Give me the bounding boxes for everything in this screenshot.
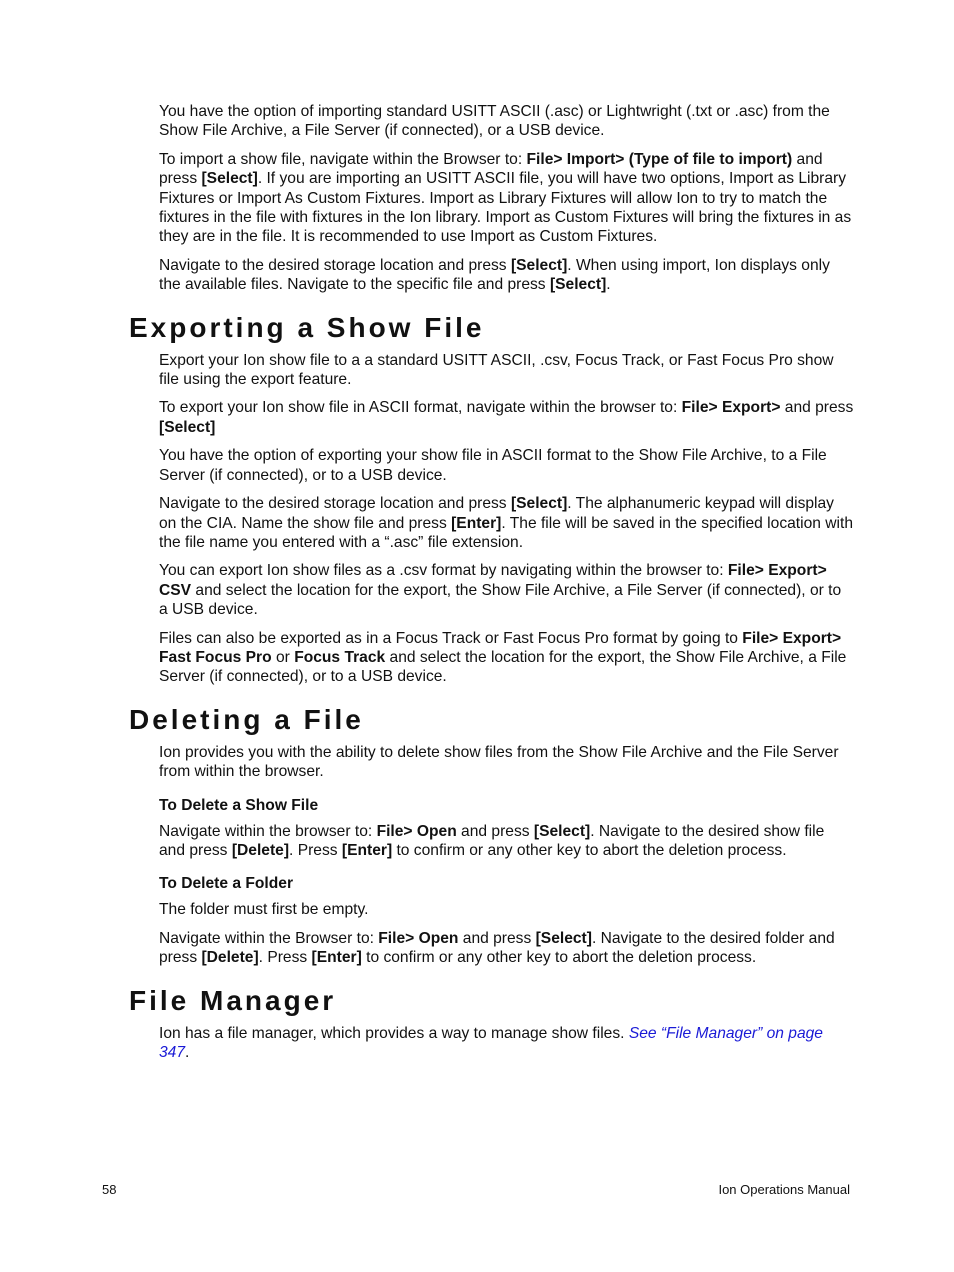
delete-paragraph-3: The folder must first be empty. bbox=[159, 901, 369, 919]
key-label: [Select] bbox=[533, 822, 591, 840]
text: . Press bbox=[289, 841, 342, 859]
text: . When using import, Ion displays only the available files. Navigate to the specific file and press bbox=[159, 256, 830, 294]
text: . If you are importing an USITT ASCII file, you will have two options, Import as Library Fixtures or Import As Custom Fixtures. Import as Library Fixtures will allow Ion to try to match the fixtures in the file with fixtures in the Ion library. Import as Custom Fixtures will bring the fixtures in as they are in the file. It is recommended to use Import as Custom Fixtures. bbox=[159, 170, 852, 246]
key-label: [Delete] bbox=[231, 841, 290, 859]
heading-deleting: Deleting a File bbox=[129, 703, 364, 735]
text: Navigate to the desired storage location and press bbox=[159, 256, 511, 274]
text: . The alphanumeric keypad will display on the CIA. Name the show file and press bbox=[159, 495, 834, 532]
key-label: [Select] bbox=[510, 256, 568, 274]
text: and select the location for the export, the Show File Archive, a File Server (if connected), or to a USB device. bbox=[159, 648, 847, 686]
heading-exporting: Exporting a Show File bbox=[129, 311, 485, 343]
text: Navigate within the Browser to: bbox=[159, 929, 379, 947]
menu-path: Focus Track bbox=[294, 648, 386, 666]
text: Navigate to the desired storage location and press bbox=[159, 495, 511, 513]
menu-path: File> Export> CSV bbox=[159, 562, 827, 599]
page-content bbox=[129, 102, 854, 1071]
text: . Navigate to the desired folder and press bbox=[159, 929, 835, 967]
delete-paragraph-1: Ion provides you with the ability to delete show files from the Show File Archive and the File Server from within the browser. bbox=[159, 743, 839, 781]
export-paragraph-3: You have the option of exporting your show file in ASCII format to the Show File Archive, to a File Server (if connected), or to a USB device. bbox=[159, 447, 827, 484]
text: You can export Ion show files as a .csv format by navigating within the browser to: bbox=[159, 562, 728, 580]
text: . bbox=[606, 276, 611, 294]
manager-paragraph-1 bbox=[159, 1024, 854, 1063]
text: and press bbox=[456, 822, 534, 840]
intro-paragraph-3 bbox=[159, 256, 854, 295]
text: and press bbox=[458, 929, 536, 947]
text: and press bbox=[780, 399, 854, 417]
export-paragraph-1: Export your Ion show file to a a standard USITT ASCII, .csv, Focus Track, or Fast Focus Pro show file using the export feature. bbox=[159, 351, 834, 389]
text: and select the location for the export, the Show File Archive, a File Server (if connected), or to a USB device. bbox=[159, 581, 842, 619]
delete-paragraph-2 bbox=[159, 822, 854, 861]
export-paragraph-2 bbox=[159, 398, 854, 437]
key-label: [Enter] bbox=[451, 514, 502, 532]
key-label: [Select] bbox=[159, 418, 216, 436]
key-label: [Select] bbox=[549, 276, 607, 294]
subheading-delete-folder: To Delete a Folder bbox=[159, 875, 294, 893]
text: . Navigate to the desired show file and press bbox=[159, 822, 825, 859]
text: . bbox=[185, 1044, 190, 1061]
key-label: [Select] bbox=[201, 170, 258, 188]
manual-title: Ion Operations Manual bbox=[718, 1182, 850, 1197]
key-label: [Enter] bbox=[311, 949, 362, 967]
export-paragraph-5 bbox=[159, 561, 854, 619]
text: To import a show file, navigate within the Browser to: bbox=[159, 150, 527, 168]
menu-path: File> Export> bbox=[681, 399, 781, 417]
text: and press bbox=[159, 150, 823, 188]
text: or bbox=[271, 648, 295, 666]
cross-reference-link[interactable]: See “File Manager” on page 347 bbox=[159, 1024, 823, 1061]
text: . Press bbox=[258, 949, 312, 967]
subheading-delete-show-file: To Delete a Show File bbox=[159, 796, 319, 814]
key-label: [Enter] bbox=[341, 841, 393, 859]
text: Files can also be exported as in a Focus Track or Fast Focus Pro format by going to bbox=[159, 629, 743, 647]
menu-path: File> Export> Fast Focus Pro bbox=[159, 629, 842, 666]
menu-path: File> Open bbox=[376, 822, 457, 840]
text: . The file will be saved in the specified location with the file name you entered with a “.asc” file extension. bbox=[159, 514, 853, 551]
text: Navigate within the browser to: bbox=[159, 822, 377, 840]
menu-path: File> Import> (Type of file to import) bbox=[526, 150, 793, 168]
intro-paragraph-2 bbox=[159, 150, 854, 247]
menu-path: File> Open bbox=[378, 929, 459, 947]
export-paragraph-6 bbox=[159, 629, 854, 687]
key-label: [Select] bbox=[535, 929, 592, 947]
key-label: [Select] bbox=[510, 495, 568, 513]
heading-file-manager: File Manager bbox=[129, 984, 337, 1016]
delete-paragraph-4 bbox=[159, 929, 854, 968]
key-label: [Delete] bbox=[201, 949, 259, 967]
export-paragraph-4 bbox=[159, 494, 854, 552]
intro-paragraph-1: You have the option of importing standard USITT ASCII (.asc) or Lightwright (.txt or .asc) from the Show File Archive, a File Server (if connected), or a USB device. bbox=[159, 103, 830, 140]
text: Ion has a file manager, which provides a way to manage show files. bbox=[159, 1024, 629, 1042]
text: To export your Ion show file in ASCII format, navigate within the browser to: bbox=[159, 399, 682, 417]
text: to confirm or any other key to abort the deletion process. bbox=[361, 949, 757, 967]
text: to confirm or any other key to abort the deletion process. bbox=[392, 841, 787, 859]
page-number: 58 bbox=[102, 1182, 117, 1197]
